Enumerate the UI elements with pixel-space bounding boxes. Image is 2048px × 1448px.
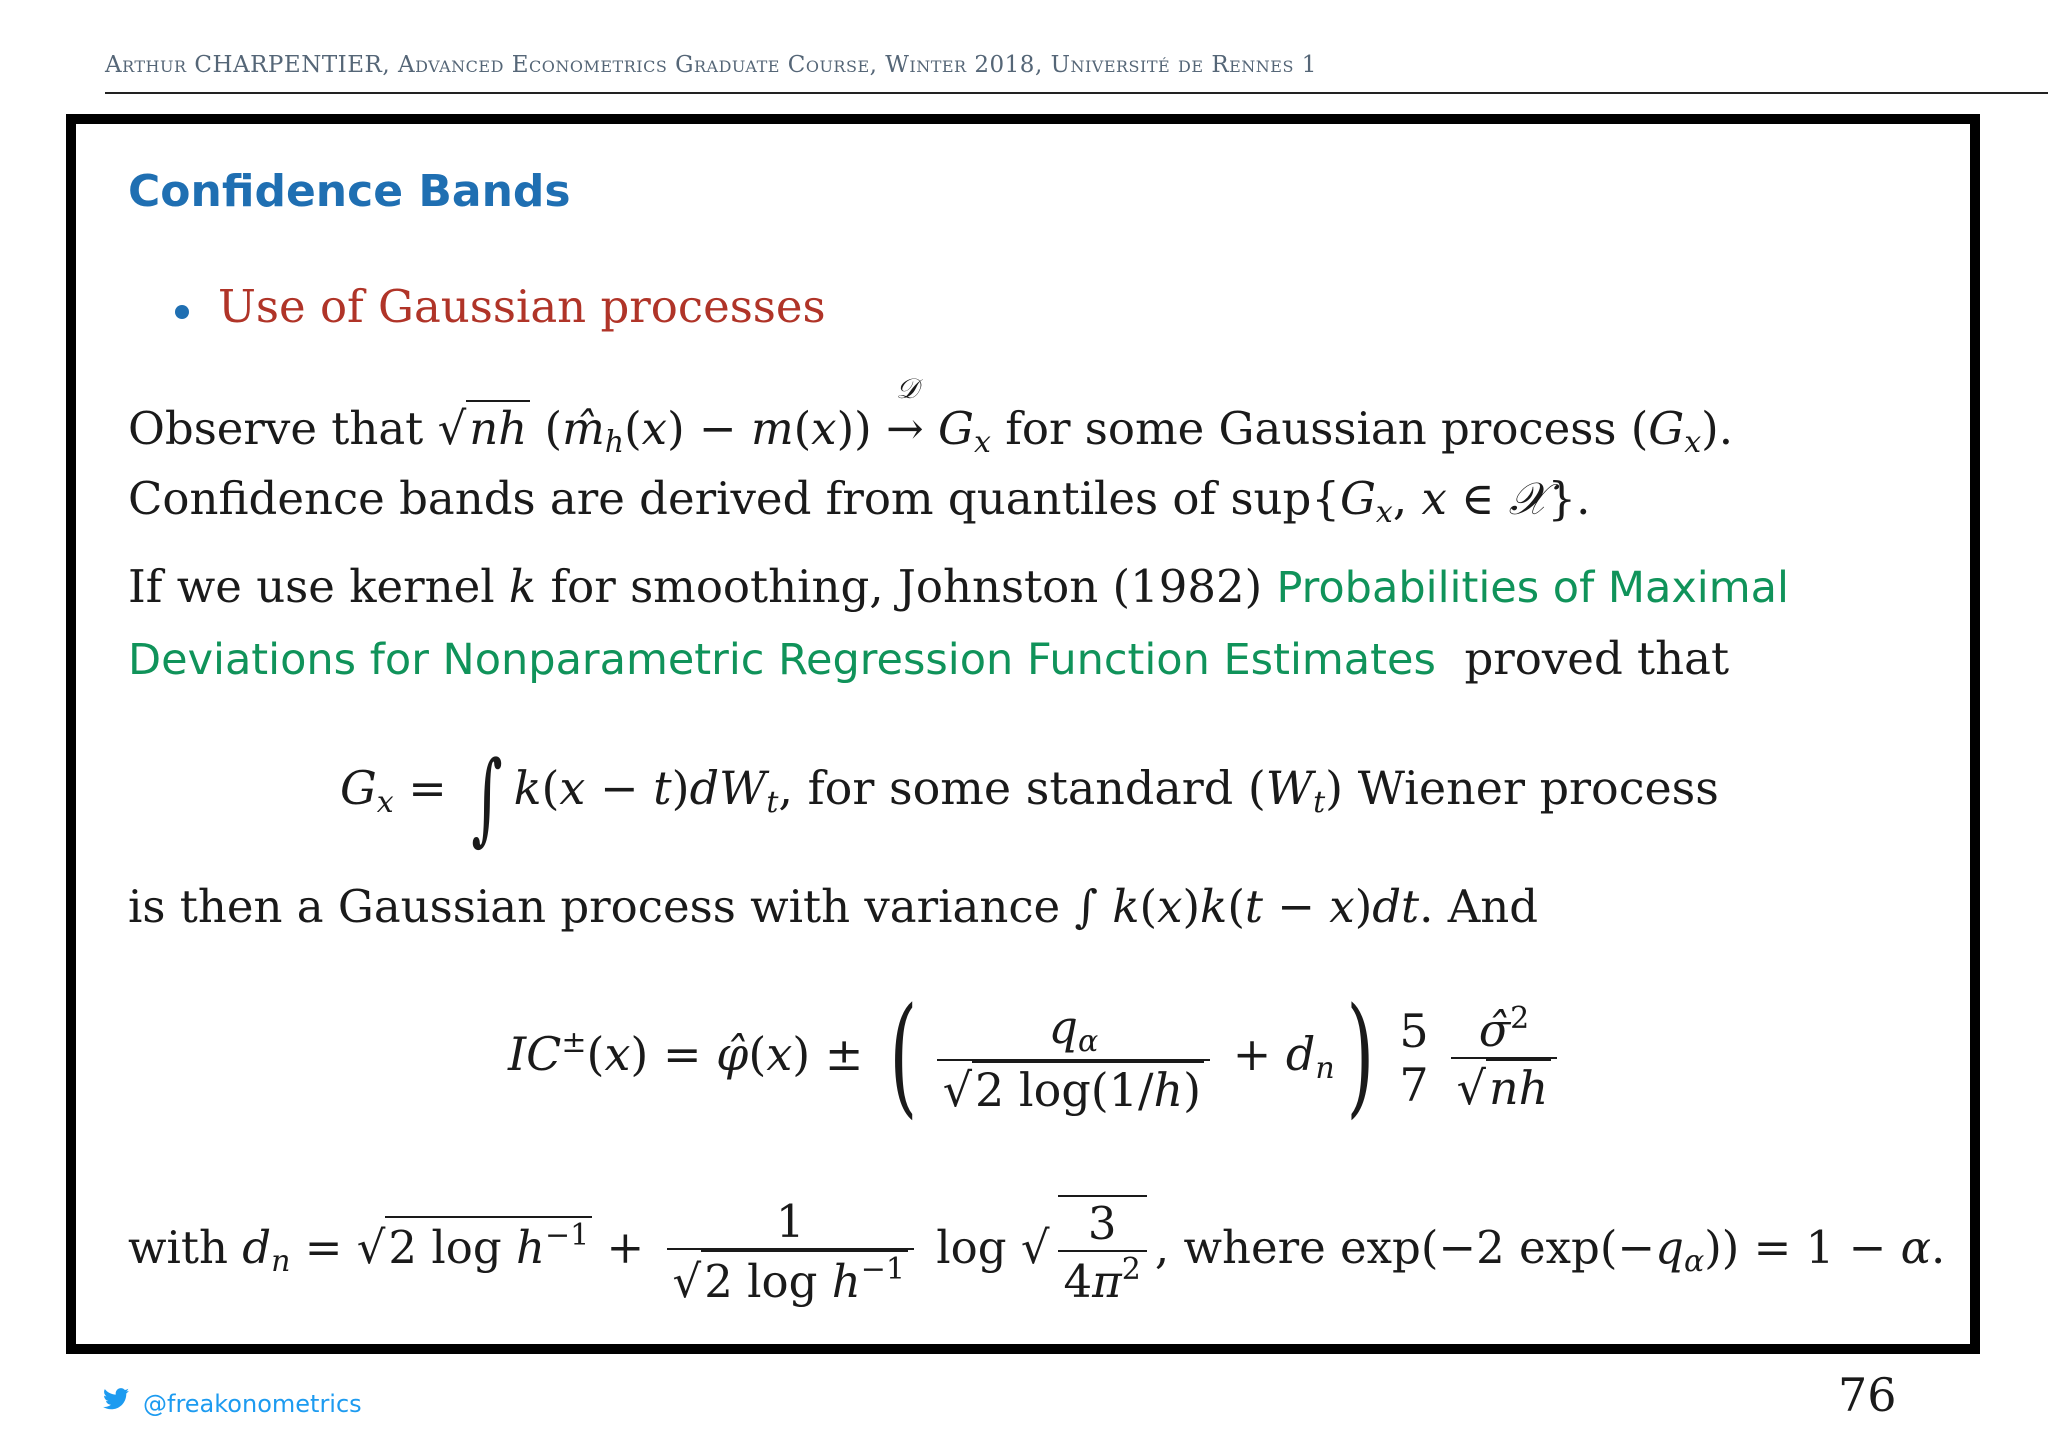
twitter-bird-icon[interactable] — [103, 1388, 129, 1414]
fraction-q-alpha: $\frac{q_\alpha}{√2 \log(1/h)}$ — [937, 1000, 1210, 1117]
twitter-handle[interactable]: @freakonometrics — [143, 1390, 362, 1418]
slide-title: Confidence Bands — [128, 166, 571, 217]
paragraph-observe: Observe that √nh $(m̂_h(x) - m(x))$ 𝒟 → $G_x$ for some Gaussian process $(G_x)$. — [128, 372, 1734, 460]
sqrt-nh: √nh — [438, 400, 531, 455]
paragraph-confidence: Confidence bands are derived from quantiles of $sup\{G_x$, x ∈ 𝒳}. — [128, 472, 1591, 530]
integral-sign: ∫ — [471, 739, 504, 856]
with-text: with — [128, 1221, 243, 1274]
fraction-three-over-4pi2: $\frac{3}{4\pi^2}$ — [1058, 1195, 1147, 1308]
paragraph-kernel: If we use kernel k for smoothing, Johnston (1982) Probabilities of Maximal — [128, 560, 1789, 613]
paragraph-variance: is then a Gaussian process with variance ∫ k(x)k(t − x)dt. And — [128, 880, 1539, 933]
observe-text: Observe that — [128, 402, 438, 455]
equation-gx: $G_x$ = ∫ $k(x - t)dW_t$, for some standard $(W_t)$ Wiener process — [340, 739, 1719, 856]
variance-text: is then a Gaussian process with variance — [128, 880, 1075, 933]
where-text: where exp(−2 exp(− — [1169, 1221, 1656, 1274]
reference-link-line2[interactable]: Deviations for Nonparametric Regression Function Estimates — [128, 635, 1436, 685]
bullet-dot — [175, 305, 189, 319]
header-text: Arthur CHARPENTIER, Advanced Econometrics Graduate Course, Winter 2018, Université de Rennes 1 — [105, 52, 1317, 78]
fraction-five-sevenths: 5 7 — [1399, 1004, 1429, 1112]
equation-gx-text: for some standard — [793, 761, 1248, 815]
kernel-text-2: for smoothing, Johnston (1982) — [536, 560, 1277, 613]
equation-ic: IC±(x) = φ̂(x) ± ( $\frac{q_\alpha}{√2 \log(1/h)}$ + $d_n$) 5 7 $\frac{\sigmâ^2}{√nh}$ — [508, 990, 1565, 1120]
paragraph-reference — [128, 632, 1729, 685]
paragraph-dn: with $d_n = √2$ $\log h^{-1}$ + $\frac{1}{√2 \log h^{-1}}$ log √ $\frac{3}{4\pi^2}$ , where exp(−2 $\exp(-q_\alpha)) = 1 - \alpha$. — [128, 1195, 1946, 1308]
equation-gx-tail: Wiener process — [1343, 761, 1719, 815]
confidence-text: Confidence bands are derived from quantiles of sup{ — [128, 472, 1340, 525]
observe-text-2: for some Gaussian process — [990, 402, 1631, 455]
page-number: 76 — [1838, 1368, 1897, 1422]
fraction-one-over-sqrt: $\frac{1}{√2 \log h^{-1}}$ — [667, 1195, 914, 1308]
where-text-2: )) = 1 − — [1704, 1221, 1901, 1274]
bullet-text: Use of Gaussian processes — [218, 280, 826, 333]
variance-text-2: And — [1433, 880, 1539, 933]
kernel-text: If we use kernel — [128, 560, 509, 613]
fraction-sigma: $\frac{\sigmâ^2}{√nh}$ — [1451, 1001, 1558, 1115]
proved-text: proved that — [1450, 632, 1730, 685]
reference-link-line1[interactable]: Probabilities of Maximal — [1276, 563, 1789, 613]
header-rule — [105, 92, 2048, 94]
